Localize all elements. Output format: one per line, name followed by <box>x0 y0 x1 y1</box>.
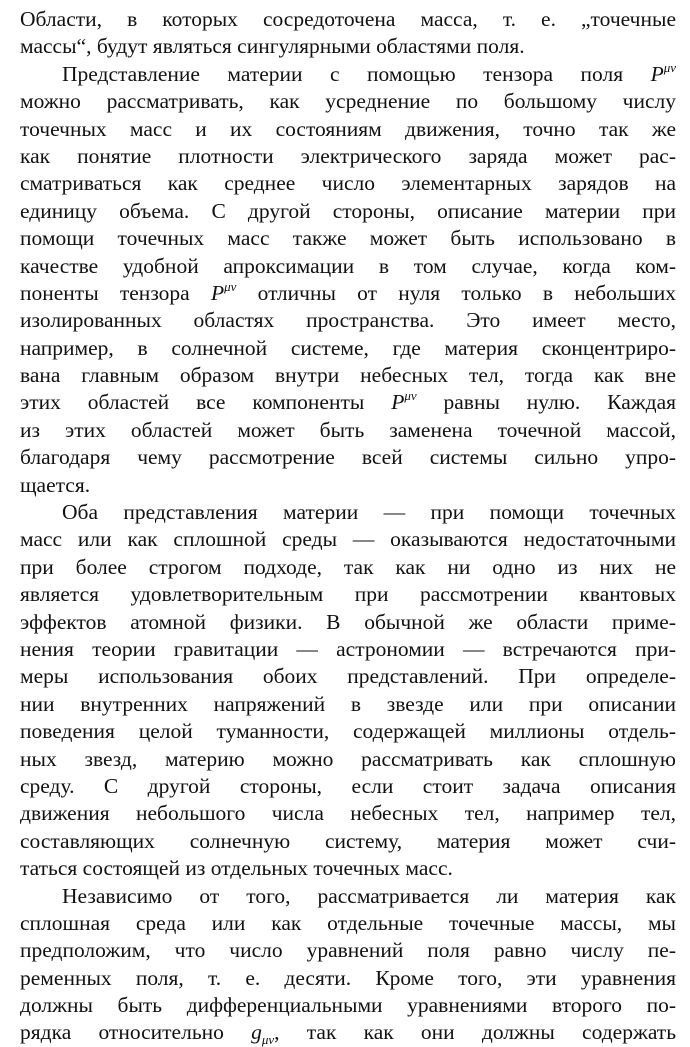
text-line: например, в солнечной системе, где материя сконцентриро- <box>20 335 676 360</box>
text-line: как понятие плотности электрического заряда может рас- <box>20 143 676 168</box>
line-text-after: отличны от нуля только в небольших <box>236 280 676 305</box>
text-line: является удовлетворительным при рассмотрении квантовых <box>20 582 676 607</box>
text-line <box>20 280 676 307</box>
text-line: нии внутренних напряжений в звезде или при описании <box>20 691 676 716</box>
tensor-symbol: P <box>650 61 664 86</box>
text-line: из этих областей может быть заменена точечной массой, <box>20 417 676 442</box>
tensor-superscript: μν <box>404 389 417 404</box>
text-line: изолированных областях пространства. Это имеет место, <box>20 308 676 333</box>
text-line: среду. С другой стороны, если стоит задача описания <box>20 773 676 798</box>
text-line <box>20 61 676 88</box>
text-line: вана главным образом внутри небесных тел, тогда как вне <box>20 363 676 388</box>
text-line: ных звезд, материю можно рассматривать как сплошную <box>20 746 676 771</box>
text-line: благодаря чему рассмотрение всей системы сильно упро- <box>20 445 676 470</box>
text-line <box>20 1019 676 1046</box>
text-line: Оба представления материи — при помощи точечных <box>62 500 676 525</box>
text-line: эффектов атомной физики. В обычной же области приме- <box>20 609 676 634</box>
tensor-subscript: μν <box>261 1032 275 1047</box>
text-line: при более строгом подходе, так как ни одно из них не <box>20 554 676 579</box>
line-text-after: равны нулю. Каждая <box>416 390 676 415</box>
text-line: составляющих солнечную систему, материя может счи- <box>20 828 676 853</box>
text-line: массы“, будут являться сингулярными областями поля. <box>20 34 525 59</box>
tensor-symbol: P <box>391 390 405 415</box>
line-text-before: поненты тензора <box>20 280 211 305</box>
text-line: качестве удобной апроксимации в том случае, когда ком- <box>20 253 676 278</box>
text-line: меры использования обоих представлений. При определе- <box>20 664 676 689</box>
line-text-after: , так как они должны содержать <box>274 1020 676 1045</box>
tensor-symbol: g <box>251 1020 262 1045</box>
text-line: таться состоящей из отдельных точечных масс. <box>20 856 453 881</box>
tensor-symbol: P <box>210 280 225 305</box>
tensor-superscript: μν <box>663 60 676 75</box>
text-line: точечных масс и их состояниям движения, точно так же <box>20 116 676 141</box>
text-line: помощи точечных масс также может быть использовано в <box>20 226 676 251</box>
text-line: Области, в которых сосредоточена масса, т. е. „точечные <box>20 7 676 31</box>
text-line: масс или как сплошной среды — оказываются недостаточными <box>20 527 676 552</box>
text-line: должны быть дифференциальными уравнениями второго по- <box>20 993 676 1018</box>
text-line: сплошная среда или как отдельные точечные массы, мы <box>20 910 676 935</box>
text-line: предположим, что число уравнений поля равно числу пе- <box>20 938 676 963</box>
line-text-before: этих областей все компоненты <box>20 390 392 415</box>
text-line: поведения целой туманности, содержащей миллионы отдель- <box>20 719 676 744</box>
text-line: движения небольшого числа небесных тел, например тел, <box>20 801 676 826</box>
text-line <box>20 389 676 416</box>
line-text-before: Представление материи с помощью тензора поля <box>62 61 651 86</box>
text-line: сматриваться как среднее число элементарных зарядов на <box>20 171 676 196</box>
text-line: щается. <box>20 472 91 497</box>
tensor-superscript: μν <box>224 279 237 294</box>
text-line: единицу объема. С другой стороны, описание материи при <box>20 198 676 223</box>
text-line: можно рассматривать, как усреднение по большому числу <box>20 89 676 114</box>
text-line: Независимо от того, рассматривается ли материя как <box>62 883 676 908</box>
text-line: ременных поля, т. е. десяти. Кроме того, эти уравнения <box>20 965 676 990</box>
line-text-before: рядка относительно <box>20 1020 252 1045</box>
page-text-body <box>20 6 676 1047</box>
text-line: нения теории гравитации — астрономии — встречаются при- <box>20 636 676 661</box>
